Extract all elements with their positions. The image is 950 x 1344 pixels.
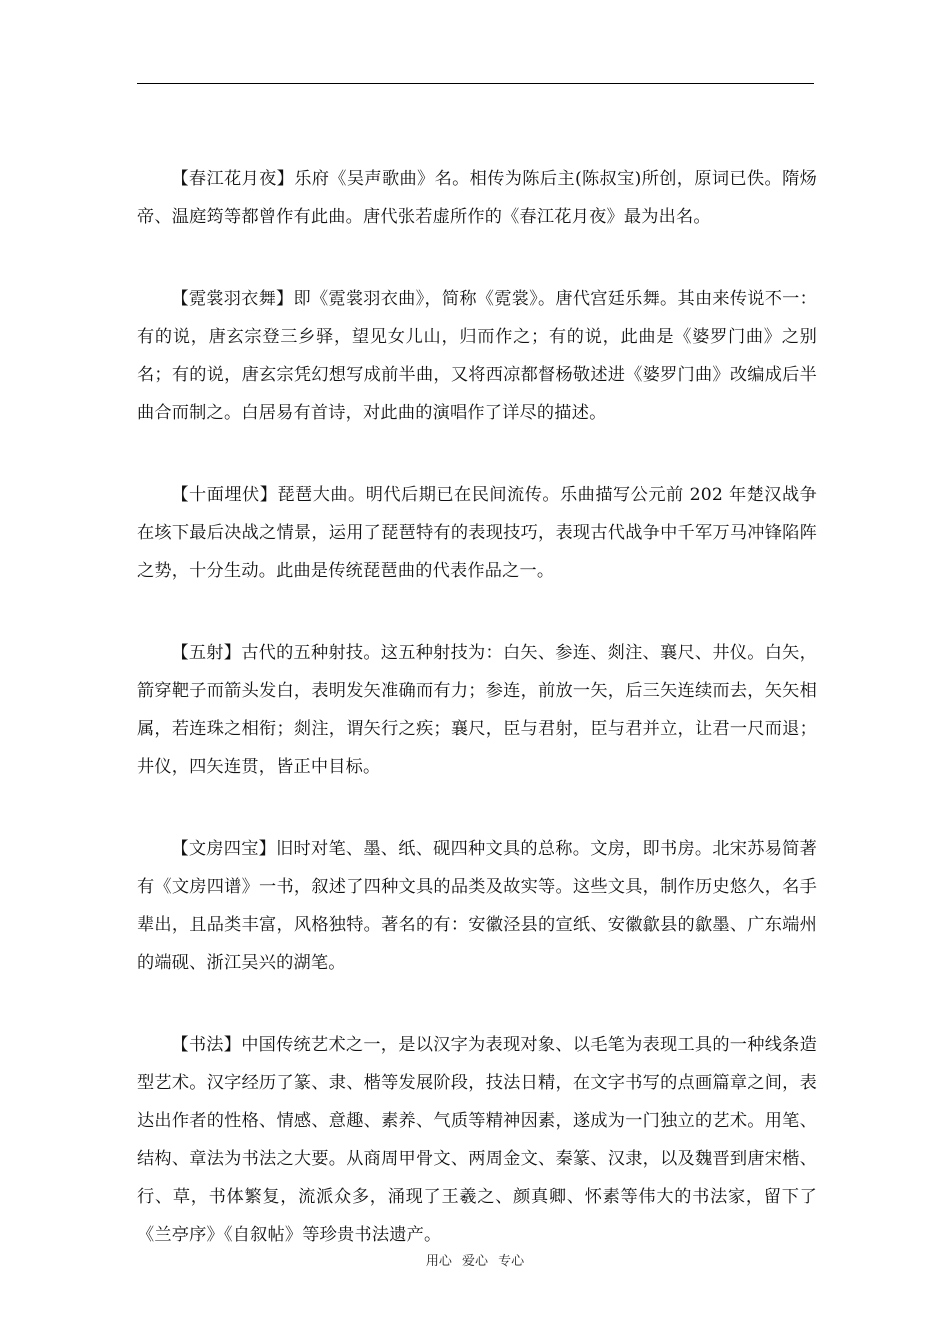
entry-term: 【书法】 bbox=[171, 1035, 242, 1055]
entry-text: 即《霓裳羽衣曲》，简称《霓裳》。唐代宫廷乐舞。其由来传说不一：有的说，唐玄宗登三乡驿，望见女儿山，归而作之；有的说，此曲是《婆罗门曲》之别名；有的说，唐玄宗凭幻想写成前半曲，又将西凉都督杨敬述进《婆罗门曲》改编成后半曲合而制之。白居易有首诗，对此曲的演唱作了详尽的描述。 bbox=[137, 289, 817, 423]
entry-shufa bbox=[137, 1026, 817, 1254]
entry-text: 旧时对笔、墨、纸、砚四种文具的总称。文房，即书房。北宋苏易简著有《文房四谱》一书，叙述了四种文具的品类及故实等。这些文具，制作历史悠久，名手辈出，且品类丰富，风格独特。著名的有：安徽泾县的宣纸、安徽歙县的歙墨、广东端州的端砚、浙江吴兴的湖笔。 bbox=[137, 839, 817, 973]
header-rule bbox=[137, 83, 814, 84]
entry-text: 古代的五种射技。这五种射技为：白矢、参连、剡注、襄尺、井仪。白矢，箭穿靶子而箭头发白，表明发矢准确而有力；参连，前放一矢，后三矢连续而去，矢矢相属，若连珠之相衔；剡注，谓矢行之疾；襄尺，臣与君射，臣与君并立，让君一尺而退；井仪，四矢连贯，皆正中目标。 bbox=[137, 643, 817, 777]
entry-term: 【五射】 bbox=[171, 643, 242, 663]
entry-shimianmaifu bbox=[137, 476, 817, 590]
entry-text: 琵琶大曲。明代后期已在民间流传。乐曲描写公元前 202 年楚汉战争在垓下最后决战之情景，运用了琵琶特有的表现技巧，表现古代战争中千军万马冲锋陷阵之势，十分生动。此曲是传统琵琶曲的代表作品之一。 bbox=[137, 485, 818, 581]
entry-chunjianghuayueye bbox=[137, 160, 817, 236]
document-body bbox=[137, 160, 817, 1298]
entry-nishangyuyiwu bbox=[137, 280, 817, 432]
entry-term: 【春江花月夜】 bbox=[171, 169, 295, 189]
entry-text: 中国传统艺术之一，是以汉字为表现对象、以毛笔为表现工具的一种线条造型艺术。汉字经历了篆、隶、楷等发展阶段，技法日精，在文字书写的点画篇章之间，表达出作者的性格、情感、意趣、素养、气质等精神因素，遂成为一门独立的艺术。用笔、结构、章法为书法之大要。从商周甲骨文、两周金文、秦篆、汉隶，以及魏晋到唐宋楷、行、草，书体繁复，流派众多，涌现了王羲之、颜真卿、怀素等伟大的书法家，留下了《兰亭序》《自叙帖》等珍贵书法遗产。 bbox=[137, 1035, 817, 1245]
entry-text: 乐府《吴声歌曲》名。相传为陈后主(陈叔宝)所创，原词已佚。隋炀帝、温庭筠等都曾作有此曲。唐代张若虚所作的《春江花月夜》最为出名。 bbox=[137, 169, 817, 227]
entry-term: 【霓裳羽衣舞】 bbox=[171, 289, 294, 309]
page-footer: 用心 爱心 专心 bbox=[425, 1254, 525, 1269]
entry-wenfangsibao bbox=[137, 830, 817, 982]
entry-term: 【文房四宝】 bbox=[171, 839, 277, 859]
entry-wushe bbox=[137, 634, 817, 786]
entry-term: 【十面埋伏】 bbox=[171, 485, 278, 505]
